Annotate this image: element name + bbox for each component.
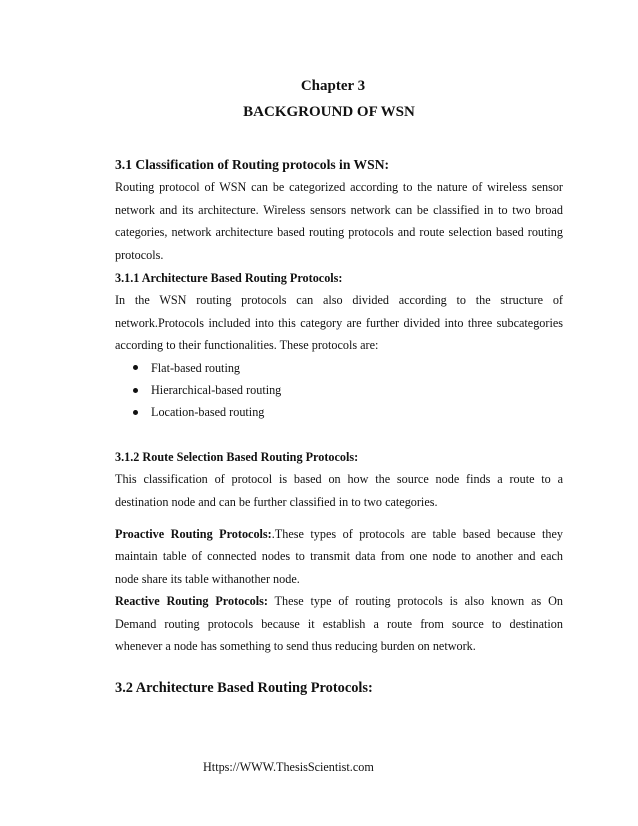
- paragraph-line: In the WSN routing protocols can also divided according to the structure of: [115, 293, 563, 308]
- chapter-label: Chapter 3: [300, 78, 366, 94]
- section-3-1-2: [115, 446, 563, 513]
- paragraph-line: protocols.: [115, 247, 164, 262]
- list-item: [133, 357, 563, 379]
- bullet-icon: [133, 410, 138, 415]
- paragraph-line: according to their functionalities. These protocols are:: [115, 338, 379, 353]
- paragraph-line: network.Protocols included into this category are further divided into three subcategories: [115, 315, 563, 330]
- paragraph-line: node share its table withanother node.: [115, 571, 300, 586]
- paragraph-line: categories, network architecture based routing protocols and route selection based routing: [115, 225, 563, 240]
- subsection-heading: 3.1.1 Architecture Based Routing Protocols:: [115, 271, 343, 285]
- bullet-icon: [133, 388, 138, 393]
- section-3-1-1: [115, 267, 563, 424]
- paragraph-line: network and its architecture. Wireless sensors network can be classified in to two broad: [115, 202, 563, 217]
- section-heading: 3.2 Architecture Based Routing Protocols:: [115, 680, 373, 696]
- list-item: [133, 379, 563, 401]
- reactive-term: Reactive Routing Protocols:: [115, 594, 268, 609]
- page-footer: Https://WWW.ThesisScientist.com: [203, 760, 374, 774]
- protocol-list: [115, 357, 563, 424]
- bullet-icon: [133, 365, 138, 370]
- paragraph-text: .These types of protocols are table based because they: [271, 527, 563, 541]
- subsection-heading: 3.1.2 Route Selection Based Routing Protocols:: [115, 450, 359, 464]
- paragraph-line: Demand routing protocols because it establish a route from source to destination: [115, 616, 563, 631]
- section-3-2: [115, 677, 563, 699]
- proactive-term: Proactive Routing Protocols:: [115, 527, 272, 541]
- section-3-1: [115, 154, 563, 266]
- list-item-label: Hierarchical-based routing: [151, 383, 282, 398]
- chapter-title: BACKGROUND OF WSN: [243, 104, 415, 120]
- list-item: [133, 401, 563, 423]
- paragraph-line: This classification of protocol is based on how the source node finds a route to a: [115, 472, 563, 487]
- list-item-label: Flat-based routing: [151, 360, 241, 375]
- paragraph-line: whenever a node has something to send thus reducing burden on network.: [115, 639, 476, 654]
- paragraph-line: maintain table of connected nodes to transmit data from one node to another and each: [115, 549, 563, 564]
- list-item-label: Location-based routing: [151, 405, 265, 420]
- paragraph-line: Routing protocol of WSN can be categorized according to the nature of wireless sensor: [115, 180, 563, 195]
- paragraph-line: [115, 590, 563, 612]
- routing-types: [115, 523, 563, 657]
- section-heading: 3.1 Classification of Routing protocols in WSN:: [115, 157, 390, 172]
- paragraph-line: destination node and can be further classified in to two categories.: [115, 494, 438, 509]
- paragraph-line: [115, 523, 563, 545]
- paragraph-text: These type of routing protocols is also known as On: [267, 594, 563, 609]
